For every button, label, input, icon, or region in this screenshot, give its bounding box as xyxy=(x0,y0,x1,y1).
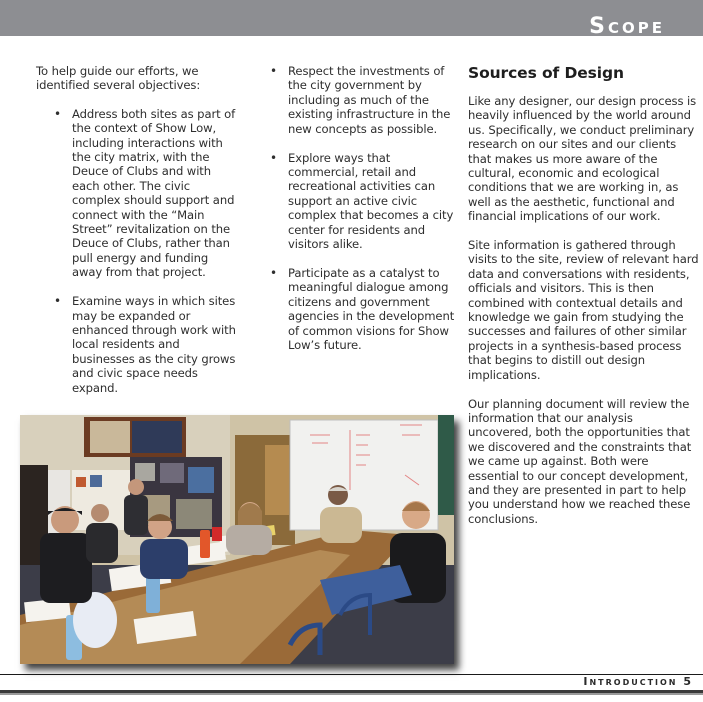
objectives-intro: To help guide our efforts, we identified several objectives: xyxy=(36,64,201,93)
footer-rule-shadow xyxy=(0,693,703,695)
section-title: Scope xyxy=(589,14,665,39)
section-heading: Sources of Design xyxy=(468,64,624,82)
list-item-text: Explore ways that commercial, retail and recreational activities can support an active civic complex that becomes a city center for residents and visitors alike. xyxy=(288,150,454,251)
list-item-text: Examine ways in which sites may be expanded or enhanced through work with local residents and businesses as the city grows and civic space needs expand. xyxy=(72,294,236,395)
bullet-icon: • xyxy=(54,294,61,309)
list-item-text: Respect the investments of the city government by including as much of the existing infrastructure in the new concepts as possible. xyxy=(288,64,451,136)
paragraph: Like any designer, our design process is heavily influenced by the world around us. Specifically, we conduct preliminary research on our sites and our clients that makes us more aware of the cultural, economic and ecological conditions that we are working in, as well as the aesthetic, functional and financial implications of our work. xyxy=(468,94,697,224)
sources-of-design-column xyxy=(468,64,700,541)
list-item xyxy=(36,294,236,395)
bullet-icon: • xyxy=(270,265,277,280)
objectives-list-2 xyxy=(269,64,455,352)
list-item xyxy=(269,266,455,352)
footer-page-label: Introduction 5 xyxy=(583,675,693,688)
list-item xyxy=(36,107,236,280)
bullet-icon: • xyxy=(270,64,277,78)
list-item-text: Participate as a catalyst to meaningful dialogue among citizens and government agencies in the development of common visions for Show Low’s future. xyxy=(288,265,455,352)
meeting-photo xyxy=(20,415,454,664)
list-item xyxy=(269,151,455,252)
list-item-text: Address both sites as part of the context of Show Low, including interactions with the city matrix, with the Deuce of Clubs and with each other. The civic complex should support and connect with the “Main Street” revitalization on the Deuce of Clubs, rather than pull energy and funding away from that project. xyxy=(72,106,236,280)
meeting-photo-illustration xyxy=(20,415,454,664)
objectives-column-2 xyxy=(269,64,455,367)
list-item xyxy=(269,64,455,136)
objectives-list-1 xyxy=(36,107,236,395)
objectives-column-1 xyxy=(36,64,236,410)
bullet-icon: • xyxy=(54,106,61,121)
paragraph: Site information is gathered through visits to the site, review of relevant hard data and conversations with residents, officials and visitors. This is then combined with contextual details and knowledge we gain from studying the successes and failures of other similar projects in a synthesis-based process that begins to distill out design implications. xyxy=(468,238,699,382)
bullet-icon: • xyxy=(270,150,277,165)
paragraph: Our planning document will review the information that our analysis uncovered, both the opportunities that we discovered and the constraints that we came up against. Both were essential to our concept development, and they are presented in part to help you understand how we reached these conclusions. xyxy=(468,396,692,526)
